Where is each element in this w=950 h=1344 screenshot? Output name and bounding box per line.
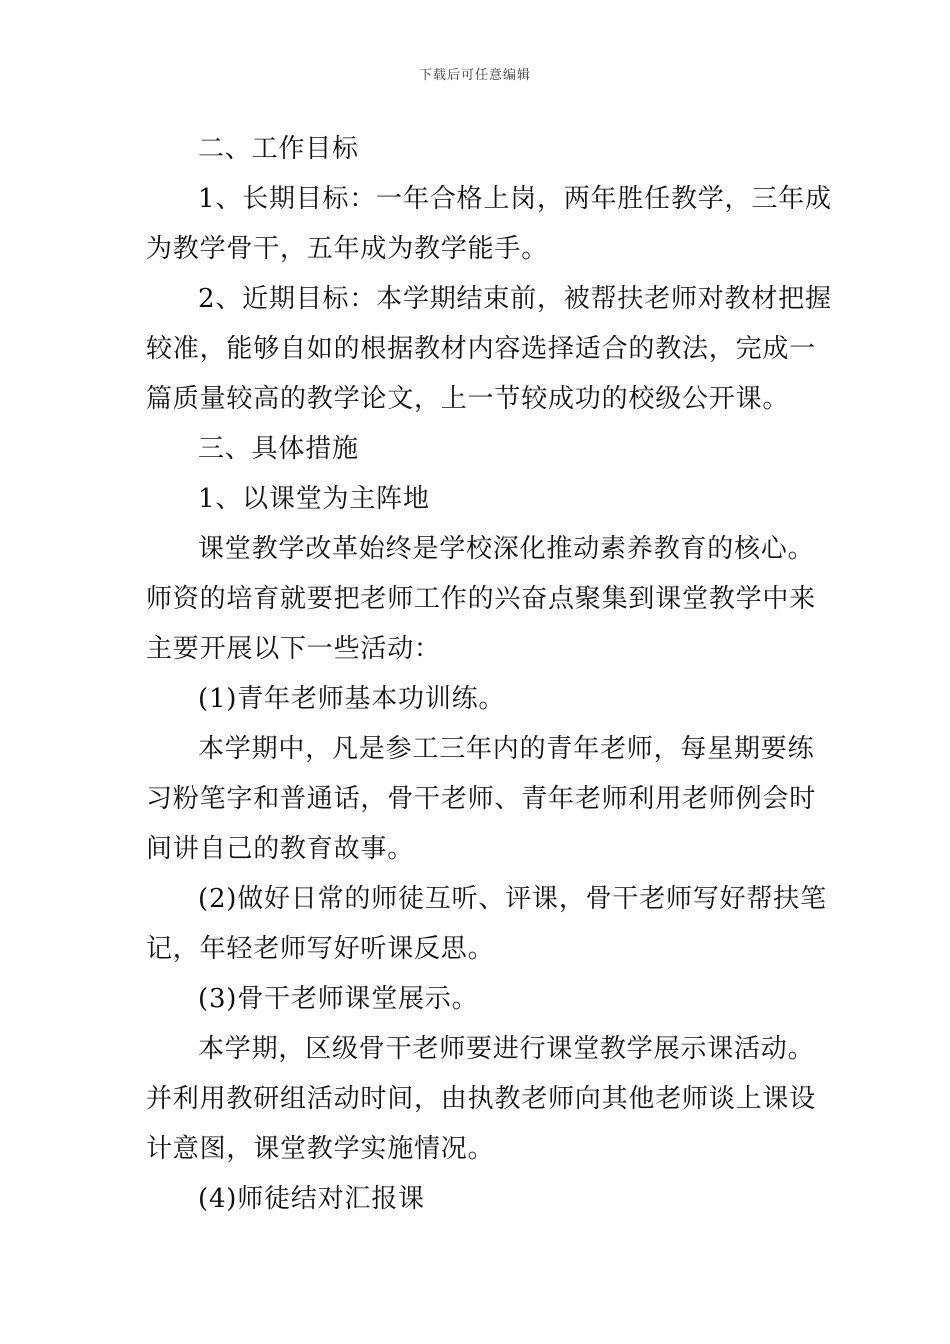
- text-line: 1、以课堂为主阵地: [198, 484, 430, 514]
- document-body: [146, 124, 832, 1224]
- text-line: 计意图，课堂教学实施情况。: [146, 1134, 495, 1164]
- text-line: 2、近期目标：本学期结束前，被帮扶老师对教材把握: [198, 284, 832, 314]
- text-line: 较准，能够自如的根据教材内容选择适合的教法，完成一: [146, 334, 817, 364]
- text-line: 本学期，区级骨干老师要进行课堂教学展示课活动。: [198, 1034, 815, 1064]
- text-line: (3)骨干老师课堂展示。: [198, 984, 479, 1014]
- text-line: 二、工作目标: [198, 134, 359, 164]
- text-line: (4)师徒结对汇报课: [198, 1184, 425, 1214]
- text-line: 课堂教学改革始终是学校深化推动素养教育的核心。: [198, 534, 815, 564]
- text-line: (1)青年老师基本功训练。: [198, 684, 506, 714]
- text-line: 习粉笔字和普通话，骨干老师、青年老师利用老师例会时: [146, 784, 817, 814]
- text-line: 本学期中，凡是参工三年内的青年老师，每星期要练: [198, 734, 815, 764]
- text-line: 1、长期目标：一年合格上岗，两年胜任教学，三年成: [198, 184, 832, 214]
- page-header: 下载后可任意编辑: [418, 68, 531, 83]
- text-line: (2)做好日常的师徒互听、评课，骨干老师写好帮扶笔: [198, 884, 827, 914]
- text-line: 师资的培育就要把老师工作的兴奋点聚集到课堂教学中来: [146, 584, 817, 614]
- text-line: 为教学骨干，五年成为教学能手。: [146, 234, 549, 264]
- text-line: 主要开展以下一些活动：: [146, 634, 441, 664]
- text-line: 篇质量较高的教学论文，上一节较成功的校级公开课。: [146, 384, 790, 414]
- text-line: 并利用教研组活动时间，由执教老师向其他老师谈上课设: [146, 1084, 817, 1114]
- text-line: 三、具体措施: [198, 434, 359, 464]
- text-line: 记，年轻老师写好听课反思。: [146, 934, 495, 964]
- text-line: 间讲自己的教育故事。: [146, 834, 415, 864]
